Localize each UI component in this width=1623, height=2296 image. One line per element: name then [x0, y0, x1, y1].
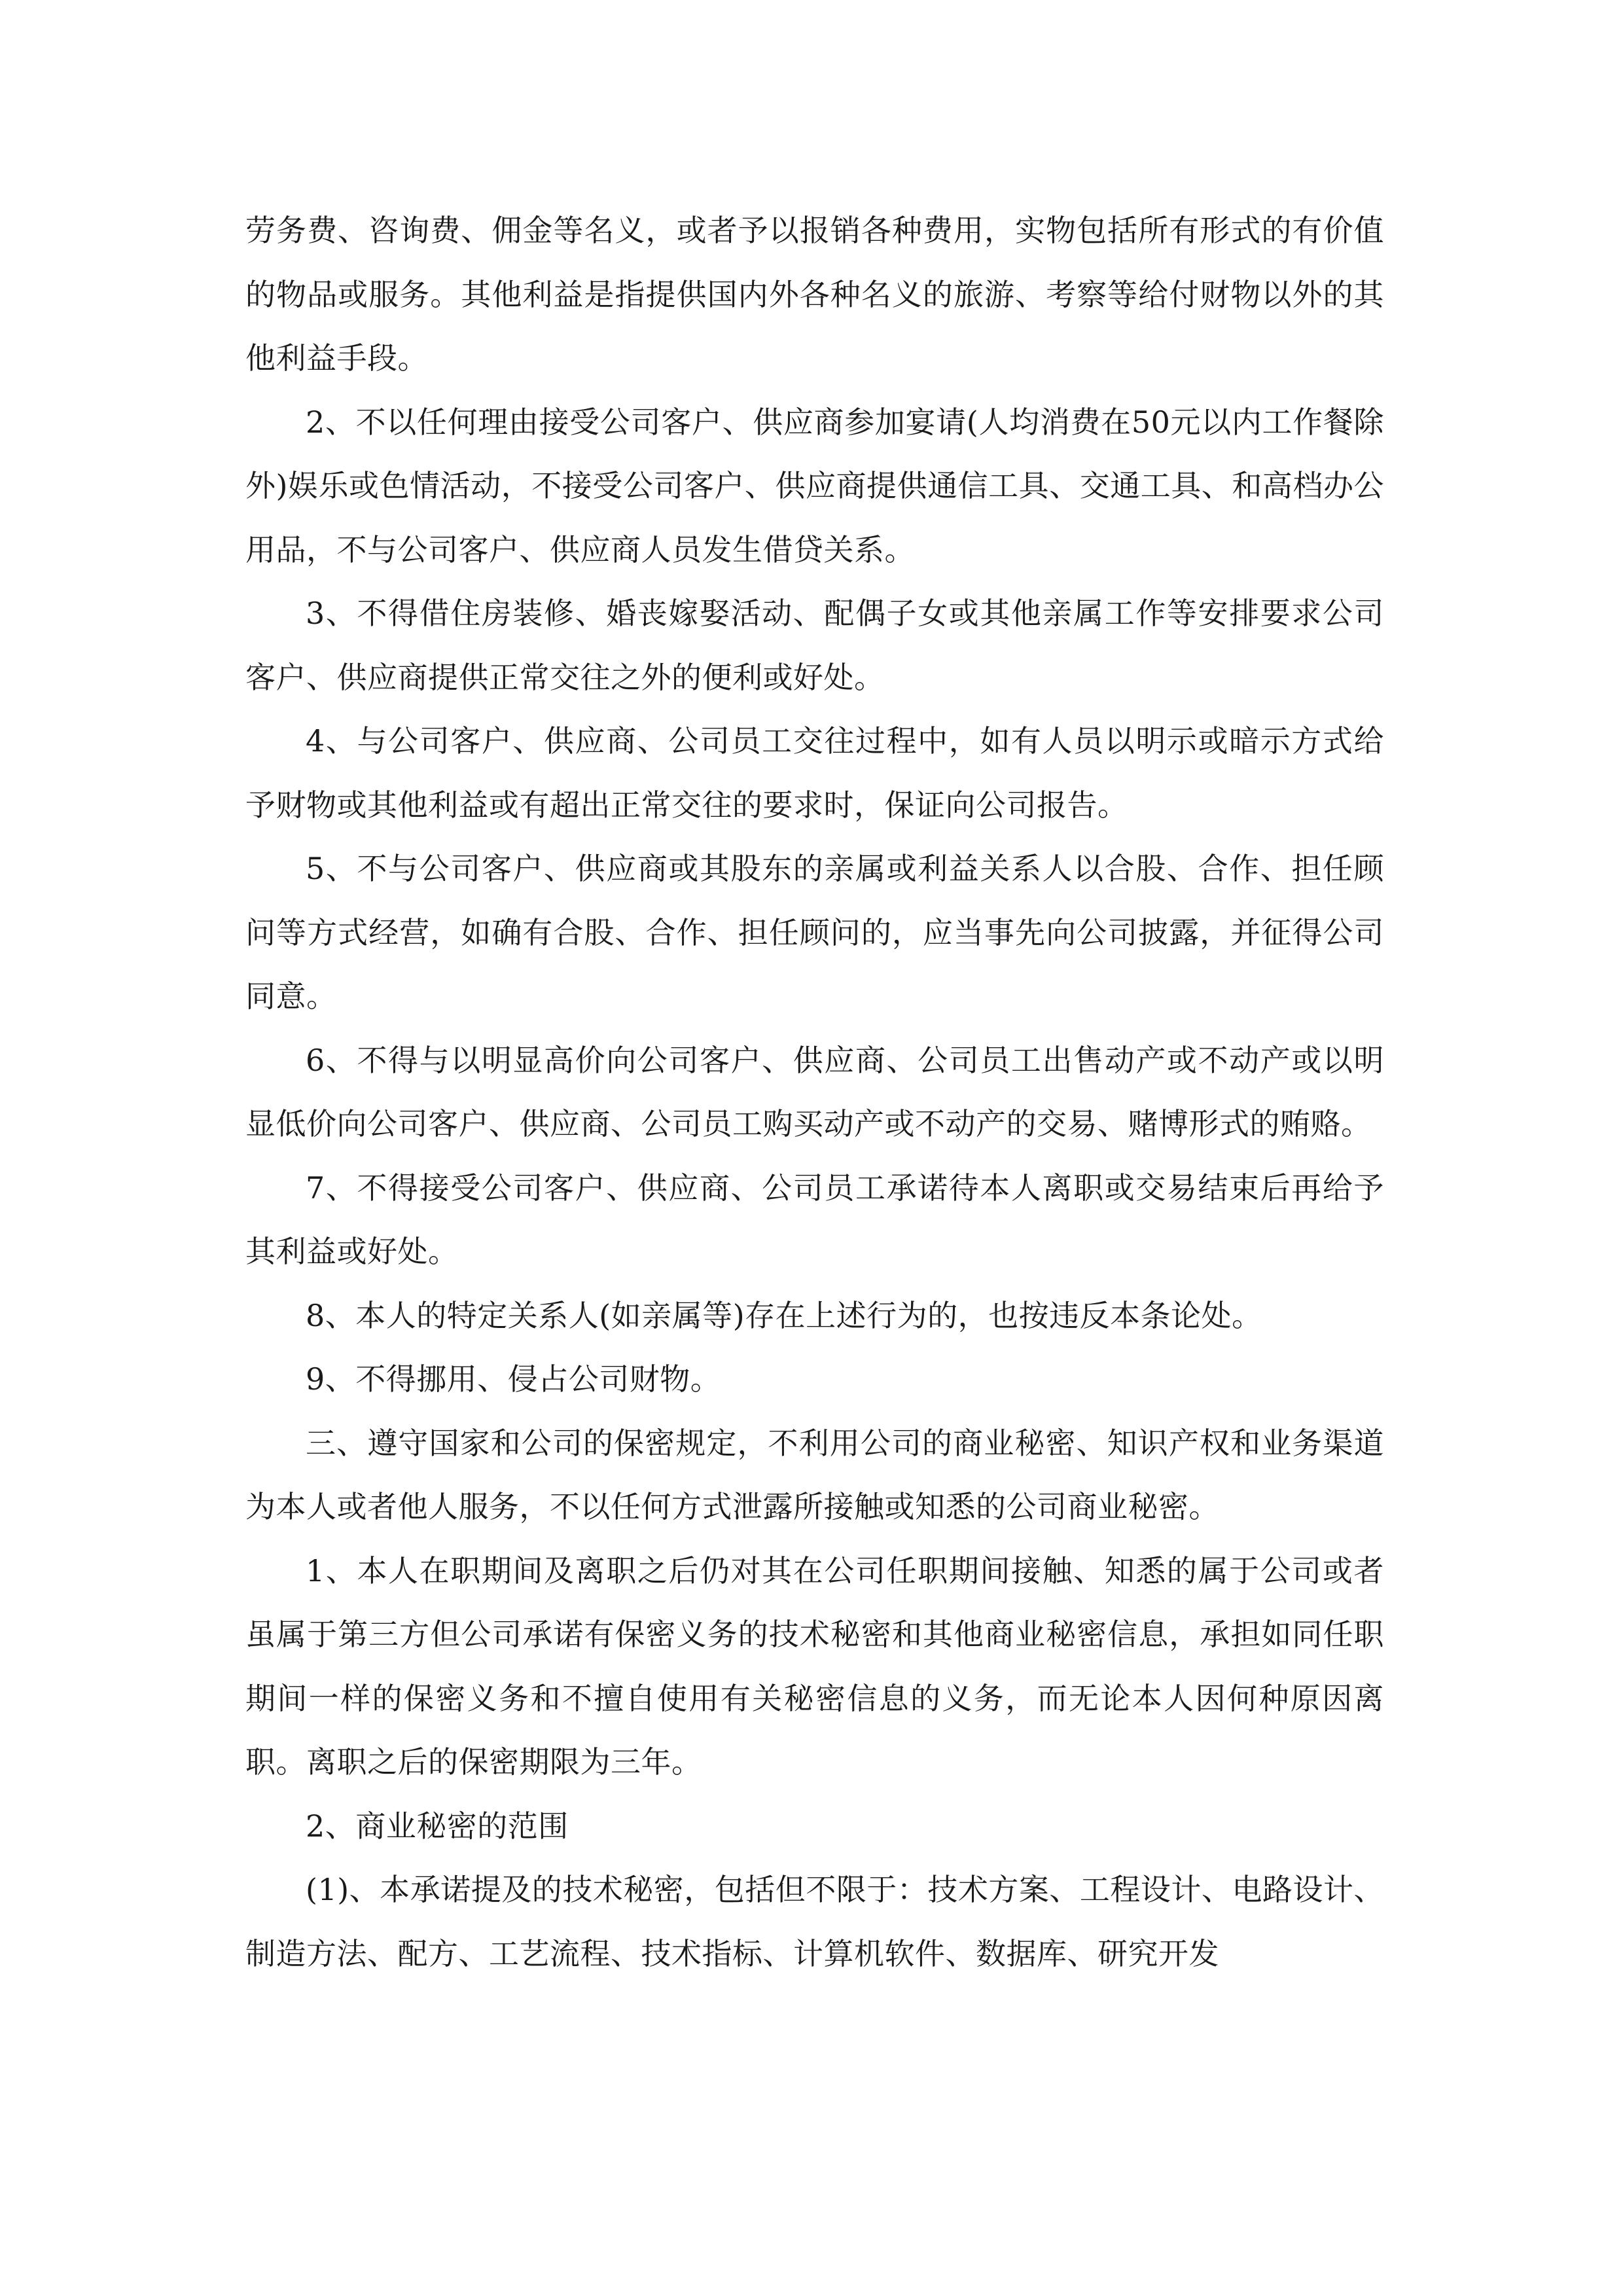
paragraph-item-9: 9、不得挪用、侵占公司财物。	[306, 1361, 721, 1397]
paragraph-item-3: 3、不得借住房装修、婚丧嫁娶活动、配偶子女或其他亲属工作等安排要求公司客户、供应商提供正常交往之外的便利或好处。	[245, 596, 1384, 695]
document-body	[245, 199, 1384, 1986]
paragraph-item-2: 2、不以任何理由接受公司客户、供应商参加宴请(人均消费在50元以内工作餐除外)娱乐或色情活动，不接受公司客户、供应商提供通信工具、交通工具、和高档办公用品，不与公司客户、供应商人员发生借贷关系。	[245, 404, 1384, 567]
paragraph-item-7: 7、不得接受公司客户、供应商、公司员工承诺待本人离职或交易结束后再给予其利益或好处。	[245, 1170, 1384, 1269]
paragraph-trade-secret-scope: (1)、本承诺提及的技术秘密，包括但不限于：技术方案、工程设计、电路设计、制造方法、配方、工艺流程、技术指标、计算机软件、数据库、研究开发	[245, 1872, 1384, 1971]
paragraph-confidentiality-1: 1、本人在职期间及离职之后仍对其在公司任职期间接触、知悉的属于公司或者虽属于第三方但公司承诺有保密义务的技术秘密和其他商业秘密信息，承担如同任职期间一样的保密义务和不擅自使用有关秘密信息的义务，而无论本人因何种原因离职。离职之后的保密期限为三年。	[245, 1552, 1384, 1780]
paragraph-confidentiality-2: 2、商业秘密的范围	[306, 1808, 569, 1844]
paragraph-item-5: 5、不与公司客户、供应商或其股东的亲属或利益关系人以合股、合作、担任顾问等方式经营，如确有合股、合作、担任顾问的，应当事先向公司披露，并征得公司同意。	[245, 851, 1384, 1014]
paragraph-item-6: 6、不得与以明显高价向公司客户、供应商、公司员工出售动产或不动产或以明显低价向公司客户、供应商、公司员工购买动产或不动产的交易、赌博形式的贿赂。	[245, 1042, 1384, 1141]
paragraph-item-4: 4、与公司客户、供应商、公司员工交往过程中，如有人员以明示或暗示方式给予财物或其他利益或有超出正常交往的要求时，保证向公司报告。	[245, 723, 1384, 823]
paragraph-continued: 劳务费、咨询费、佣金等名义，或者予以报销各种费用，实物包括所有形式的有价值的物品或服务。其他利益是指提供国内外各种名义的旅游、考察等给付财物以外的其他利益手段。	[245, 213, 1384, 376]
paragraph-section-3: 三、遵守国家和公司的保密规定，不利用公司的商业秘密、知识产权和业务渠道为本人或者他人服务，不以任何方式泄露所接触或知悉的公司商业秘密。	[245, 1425, 1384, 1524]
paragraph-item-8: 8、本人的特定关系人(如亲属等)存在上述行为的，也按违反本条论处。	[306, 1297, 1262, 1333]
